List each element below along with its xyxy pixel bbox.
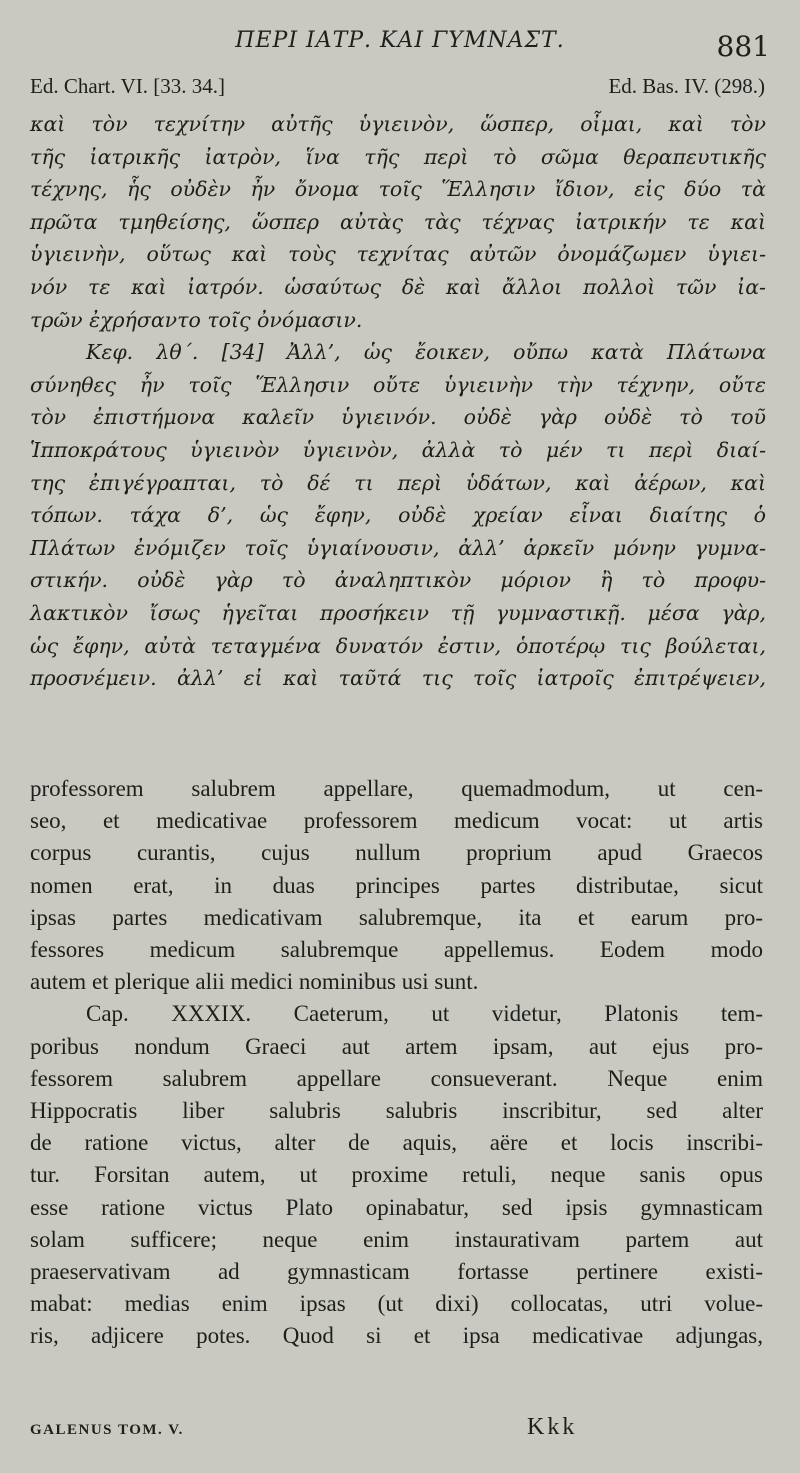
latin-text-block [30, 773, 763, 1353]
latin-line: nomen erat, in duas principes partes distributae, sicut [30, 872, 763, 898]
gathering-signature: Kkk [527, 1414, 578, 1440]
latin-line: fessores medicum salubremque appellemus. Eodem modo [30, 937, 763, 963]
greek-text-block [30, 108, 766, 695]
greek-line: Πλάτων ἐνόμιζεν τοῖς ὑγιαίνουσιν, ἀλλ’ ἀρκεῖν μόνην γυμνα- [30, 535, 766, 560]
page-number: 881 [716, 30, 770, 63]
running-head: ΠΕΡΙ ΙΑΤΡ. ΚΑΙ ΓΥΜΝΑΣΤ. [235, 28, 565, 53]
greek-line: καὶ τὸν τεχνίτην αὐτῆς ὑγιεινὸν, ὥσπερ, οἶμαι, καὶ τὸν [30, 112, 766, 136]
latin-line: tur. Forsitan autem, ut proxime retuli, neque sanis opus [30, 1162, 763, 1188]
greek-line: τόπων. τάχα δ’, ὡς ἔφην, οὐδὲ χρείαν εἶναι διαίτης ὁ [30, 503, 766, 528]
greek-line: τῆς ἰατρικῆς ἰατρὸν, ἵνα τῆς περὶ τὸ σῶμα θεραπευτικῆς [30, 144, 766, 169]
latin-line: autem et plerique alii medici nominibus usi sunt. [30, 969, 479, 995]
latin-line: esse ratione victus Plato opinabatur, sed ipsis gymnasticam [30, 1194, 763, 1220]
latin-line: seo, et medicativae professorem medicum vocat: ut artis [30, 808, 763, 834]
latin-line: Cap. XXXIX. Caeterum, ut videtur, Platonis tem- [86, 1001, 763, 1027]
latin-line: solam sufficere; neque enim instaurativam partem aut [30, 1226, 763, 1252]
edition-ref-chartier: Ed. Chart. VI. [33. 34.] [30, 74, 225, 98]
greek-line: Ἱπποκράτους ὑγιεινὸν ὑγιεινὸν, ἀλλὰ τὸ μέν τι περὶ διαί- [30, 437, 766, 462]
greek-line: ὑγιεινὴν, οὕτως καὶ τοὺς τεχνίτας αὐτῶν ὀνομάζωμεν ὑγιει- [30, 242, 766, 267]
greek-line: ὡς ἔφην, αὐτὰ τεταγμένα δυνατόν ἐστιν, ὁποτέρῳ τις βούλεται, [30, 633, 766, 658]
latin-line: poribus nondum Graeci aut artem ipsam, aut ejus pro- [30, 1033, 763, 1059]
greek-line: προσνέμειν. ἀλλ’ εἰ καὶ ταῦτά τις τοῖς ἰατροῖς ἐπιτρέψειεν, [30, 666, 766, 691]
greek-line: πρῶτα τμηθείσης, ὥσπερ αὐτὰς τὰς τέχνας ἰατρικήν τε καὶ [30, 209, 766, 234]
greek-line: τρῶν ἐχρήσαντο τοῖς ὀνόμασιν. [30, 307, 363, 332]
greek-line: λακτικὸν ἴσως ἡγεῖται προσήκειν τῇ γυμναστικῇ. μέσα γὰρ, [30, 600, 766, 625]
greek-line: της ἐπιγέγραπται, τὸ δέ τι περὶ ὑδάτων, καὶ ἀέρων, καὶ [30, 470, 766, 495]
latin-line: mabat: medias enim ipsas (ut dixi) collocatas, utri volue- [30, 1291, 763, 1317]
volume-signature: GALENUS TOM. V. [30, 1422, 184, 1438]
latin-line: praeservativam ad gymnasticam fortasse pertinere existi- [30, 1259, 763, 1285]
greek-line: Κεφ. λθ΄. [34] Ἀλλ’, ὡς ἔοικεν, οὔπω κατὰ Πλάτωνα [86, 340, 766, 365]
edition-ref-basel: Ed. Bas. IV. (298.) [608, 74, 765, 98]
latin-line: corpus curantis, cujus nullum proprium apud Graecos [30, 840, 763, 866]
latin-line: ris, adjicere potes. Quod si et ipsa medicativae adjungas, [30, 1323, 763, 1349]
greek-line: τέχνης, ἧς οὐδὲν ἦν ὄνομα τοῖς Ἕλλησιν ἴδιον, εἰς δύο τὰ [30, 177, 766, 202]
page-footer [30, 1414, 770, 1454]
latin-line: ipsas partes medicativam salubremque, ita et earum pro- [30, 904, 763, 930]
latin-line: fessorem salubrem appellare consueverant. Neque enim [30, 1065, 763, 1091]
greek-line: στικήν. οὐδὲ γὰρ τὸ ἀναληπτικὸν μόριον ἢ τὸ προφυ- [30, 568, 766, 593]
greek-line: τὸν ἐπιστήμονα καλεῖν ὑγιεινόν. οὐδὲ γὰρ οὐδὲ τὸ τοῦ [30, 405, 766, 430]
latin-line: Hippocratis liber salubris salubris inscribitur, sed alter [30, 1098, 763, 1124]
greek-line: νόν τε καὶ ἰατρόν. ὡσαύτως δὲ καὶ ἄλλοι πολλοὶ τῶν ἰα- [30, 274, 766, 299]
edition-references [30, 74, 765, 99]
greek-line: σύνηθες ἦν τοῖς Ἕλλησιν οὔτε ὑγιεινὴν τὴν τέχνην, οὔτε [30, 372, 766, 397]
latin-line: de ratione victus, alter de aquis, aëre et locis inscribi- [30, 1130, 763, 1156]
latin-line: professorem salubrem appellare, quemadmodum, ut cen- [30, 776, 763, 801]
